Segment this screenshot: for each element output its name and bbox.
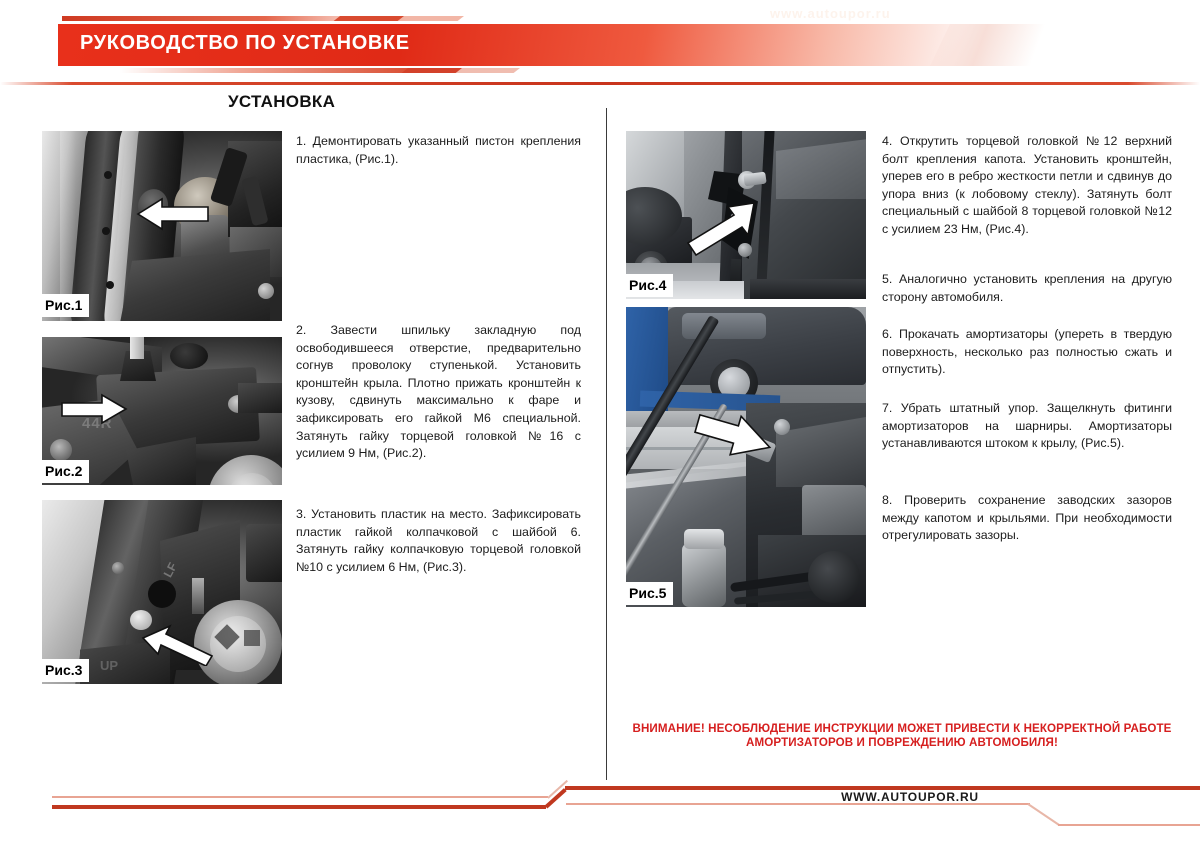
figure-5-arrow-icon xyxy=(692,411,776,457)
figure-3-arrow-icon xyxy=(140,614,216,666)
banner-accent-bottom-3 xyxy=(456,68,520,73)
step-8-text: 8. Проверить сохранение заводских зазоров между капотом и крыльями. При необходимости отрегулировать зазоры. xyxy=(882,493,1172,543)
figure-1-photo xyxy=(42,131,282,321)
step-6-text: 6. Прокачать амортизаторы (упереть в твердую поверхность, несколько раз полностью сжать и отпустить). xyxy=(882,327,1172,377)
column-divider xyxy=(606,108,607,780)
footer-line-thin-left xyxy=(52,796,548,798)
figure-1-label: Рис.1 xyxy=(42,294,89,317)
banner-title: РУКОВОДСТВО ПО УСТАНОВКЕ xyxy=(80,32,410,54)
figure-4-arrow-icon xyxy=(682,199,758,257)
figure-2-scene: 44R xyxy=(42,337,282,485)
banner-accent-bottom-1 xyxy=(120,68,420,73)
figure-3-photo xyxy=(42,500,282,684)
step-4-text: 4. Открутить торцевой головкой №12 верхний болт крепления капота. Установить кронштейн, уперев его в ребро жесткости петли и сдвинув до упора вниз (к лобовому стеклу). Затянуть болт специальный с шайбой 8 торцевой головкой №12 с усилием 23 Нм, (Рис.4). xyxy=(882,134,1172,236)
footer-line-diagonal-thin-right xyxy=(1027,803,1060,826)
banner-accent-top-1 xyxy=(62,16,352,21)
step-2-text: 2. Завести шпильку закладную под освободившееся отверстие, предварительно согнув проволоку ступенькой. Установить кронштейн крыла. Плотно прижать кронштейн к кузову, сдвинуть максимально к фаре и зафиксировать его гайкой М6 специальной. Затянуть гайку торцевой головкой №16 с усилием 9 Нм, (Рис.2). xyxy=(296,323,581,461)
figure-5-scene xyxy=(626,307,866,607)
page-title: УСТАНОВКА xyxy=(228,92,336,111)
step-3-text: 3. Установить пластик на место. Зафиксировать пластик гайкой колпачковой с шайбой 6. Затянуть гайку колпачковую торцевой головкой №10 с усилием 6 Нм, (Рис.3). xyxy=(296,507,581,574)
figure-5-label: Рис.5 xyxy=(626,582,673,605)
figure-3-label: Рис.3 xyxy=(42,659,89,682)
banner-accent-top-3 xyxy=(398,16,464,21)
figure-3-scene: LF UP xyxy=(42,500,282,684)
figure-2-arrow-icon xyxy=(60,393,128,425)
figure-5-photo xyxy=(626,307,866,607)
page-watermark: www.autoupor.ru xyxy=(770,6,891,21)
footer-line-thin-far-right xyxy=(1058,824,1200,826)
footer-line-thick-left xyxy=(52,805,546,809)
figure-1-arrow-icon xyxy=(136,197,210,231)
figure-2-label: Рис.2 xyxy=(42,460,89,483)
figure-4-photo xyxy=(626,131,866,299)
banner-sheen xyxy=(930,24,1080,66)
footer xyxy=(0,784,1200,848)
figure-2-photo xyxy=(42,337,282,485)
warning-text: ВНИМАНИЕ! НЕСОБЛЮДЕНИЕ ИНСТРУКЦИИ МОЖЕТ ПРИВЕСТИ К НЕКОРРЕКТНОЙ РАБОТЕ АМОРТИЗАТОРОВ И ПОВРЕЖДЕНИЮ АВТОМОБИЛЯ! xyxy=(632,722,1172,750)
header-rule xyxy=(0,82,1200,85)
figure-4-label: Рис.4 xyxy=(626,274,673,297)
step-7-text: 7. Убрать штатный упор. Защелкнуть фитинги амортизаторов на шарниры. Амортизаторы устанавливаются штоком к крылу, (Рис.5). xyxy=(882,401,1172,451)
step-5-text: 5. Аналогично установить крепления на другую сторону автомобиля. xyxy=(882,272,1172,304)
step-1-text: 1. Демонтировать указанный пистон крепления пластика, (Рис.1). xyxy=(296,134,581,166)
footer-url: WWW.AUTOUPOR.RU xyxy=(841,790,979,804)
